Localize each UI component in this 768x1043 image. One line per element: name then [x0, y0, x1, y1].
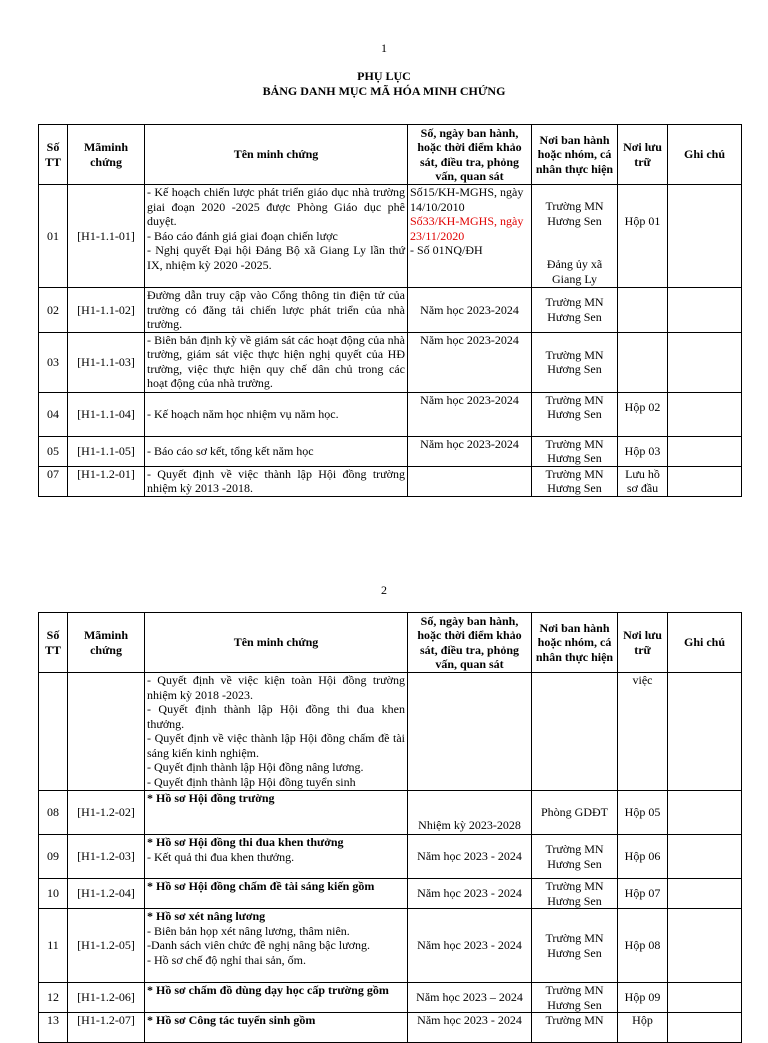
cell-storage: Hộp 01: [618, 185, 668, 288]
table-row: 02 [H1-1.1-02] Đường dẫn truy cập vào Cổng thông tin điện tử của trường có đăng tải chiến lược phát triển của nhà trường. Năm học 2023-2024 Trường MN Hương Sen: [39, 288, 742, 333]
table-row: 05 [H1-1.1-05] - Báo cáo sơ kết, tổng kết năm học Năm học 2023-2024 Trường MN Hương Sen Hộp 03: [39, 436, 742, 466]
cell-issuer: Trường MN Hương Sen Đảng ủy xã Giang Ly: [532, 185, 618, 288]
header-name: Tên minh chứng: [145, 125, 408, 185]
page-number-1: 1: [381, 41, 387, 55]
table-row: [39, 185, 742, 288]
header-document: Số, ngày ban hành, hoặc thời điểm khảo sát, điều tra, phỏng vấn, quan sát: [408, 125, 532, 185]
cell-name: - Kế hoạch chiến lược phát triển giáo dục nhà trường giai đoạn 2020 -2025 được Phòng Giáo dục phê duyệt. - Báo cáo đánh giá giai đoạn chiến lược - Nghị quyết Đại hội Đảng Bộ xã Giang Ly lần thứ IX, nhiệm kỳ 2020 -2025.: [145, 185, 408, 288]
header-code: Mãminh chứng: [68, 125, 145, 185]
table-row: 03 [H1-1.1-03] - Biên bản định kỳ về giám sát các hoạt động của nhà trường, giám sát việc thực hiện nghị quyết của HĐ trường, việc thực hiện quy chế dân chủ trong các hoạt động của nhà trường. Năm học 2023-2024 Trường MN Hương Sen: [39, 332, 742, 392]
cell-code: [H1-1.1-01]: [68, 185, 145, 288]
table-row: - Quyết định về việc kiện toàn Hội đồng trường nhiệm kỳ 2018 -2023. - Quyết định thành lập Hội đồng thi đua khen thưởng. - Quyết định về việc thành lập Hội đồng chấm đề tài sáng kiến kinh nghiệm. - Quyết định thành lập Hội đồng nâng lương. - Quyết định thành lập Hội đồng tuyển sinh việc: [39, 673, 742, 791]
cell-note: [668, 185, 742, 288]
evidence-table-2: [38, 612, 742, 1043]
cell-document: Số15/KH-MGHS, ngày 14/10/2010 Số33/KH-MGHS, ngày 23/11/2020 - Số 01NQ/ĐH: [408, 185, 532, 288]
table-row: 09 [H1-1.2-03] * Hồ sơ Hội đồng thi đua khen thưởng - Kết quả thi đua khen thưởng. Năm học 2023 - 2024 Trường MN Hương Sen Hộp 06: [39, 835, 742, 879]
table-row: 11 [H1-1.2-05] * Hồ sơ xét nâng lương - Biên bản họp xét nâng lương, thâm niên. -Danh sách viên chức đề nghị nâng bậc lương. - Hồ sơ chế độ nghỉ thai sản, ốm. Năm học 2023 - 2024 Trường MN Hương Sen Hộp 08: [39, 909, 742, 983]
table-row: 10 [H1-1.2-04] * Hồ sơ Hội đồng chấm đề tài sáng kiến gồm Năm học 2023 - 2024 Trường MN Hương Sen Hộp 07: [39, 879, 742, 909]
cell-stt: 01: [39, 185, 68, 288]
table-row: 08 [H1-1.2-02] * Hồ sơ Hội đồng trường Nhiệm kỳ 2023-2028 Phòng GDĐT Hộp 05: [39, 791, 742, 835]
table-title: BẢNG DANH MỤC MÃ HÓA MINH CHỨNG: [262, 84, 506, 98]
table-header-row: [39, 125, 742, 185]
header-note: Ghi chú: [668, 125, 742, 185]
evidence-table-1: [38, 124, 742, 497]
header-storage: Nơi lưu trữ: [618, 125, 668, 185]
table-row: 12 [H1-1.2-06] * Hồ sơ chấm đồ dùng dạy học cấp trường gồm Năm học 2023 – 2024 Trường MN Hương Sen Hộp 09: [39, 983, 742, 1013]
table-row: 13 [H1-1.2-07] * Hồ sơ Công tác tuyển sinh gồm Năm học 2023 - 2024 Trường MN Hộp: [39, 1013, 742, 1043]
appendix-title: PHỤ LỤC: [357, 69, 411, 83]
page-number-2: 2: [381, 583, 387, 597]
table-row: 04 [H1-1.1-04] - Kế hoạch năm học nhiệm vụ năm học. Năm học 2023-2024 Trường MN Hương Sen Hộp 02: [39, 392, 742, 436]
table-header-row: Số TT Mãminh chứng Tên minh chứng Số, ngày ban hành, hoặc thời điểm khảo sát, điều tra, phỏng vấn, quan sát Nơi ban hành hoặc nhóm, cá nhân thực hiện Nơi lưu trữ Ghi chú: [39, 613, 742, 673]
header-issuer: Nơi ban hành hoặc nhóm, cá nhân thực hiện: [532, 125, 618, 185]
header-stt: Số TT: [39, 125, 68, 185]
table-row: 07 [H1-1.2-01] - Quyết định về việc thành lập Hội đồng trường nhiệm kỳ 2013 -2018. Trường MN Hương Sen Lưu hồ sơ đầu: [39, 466, 742, 496]
